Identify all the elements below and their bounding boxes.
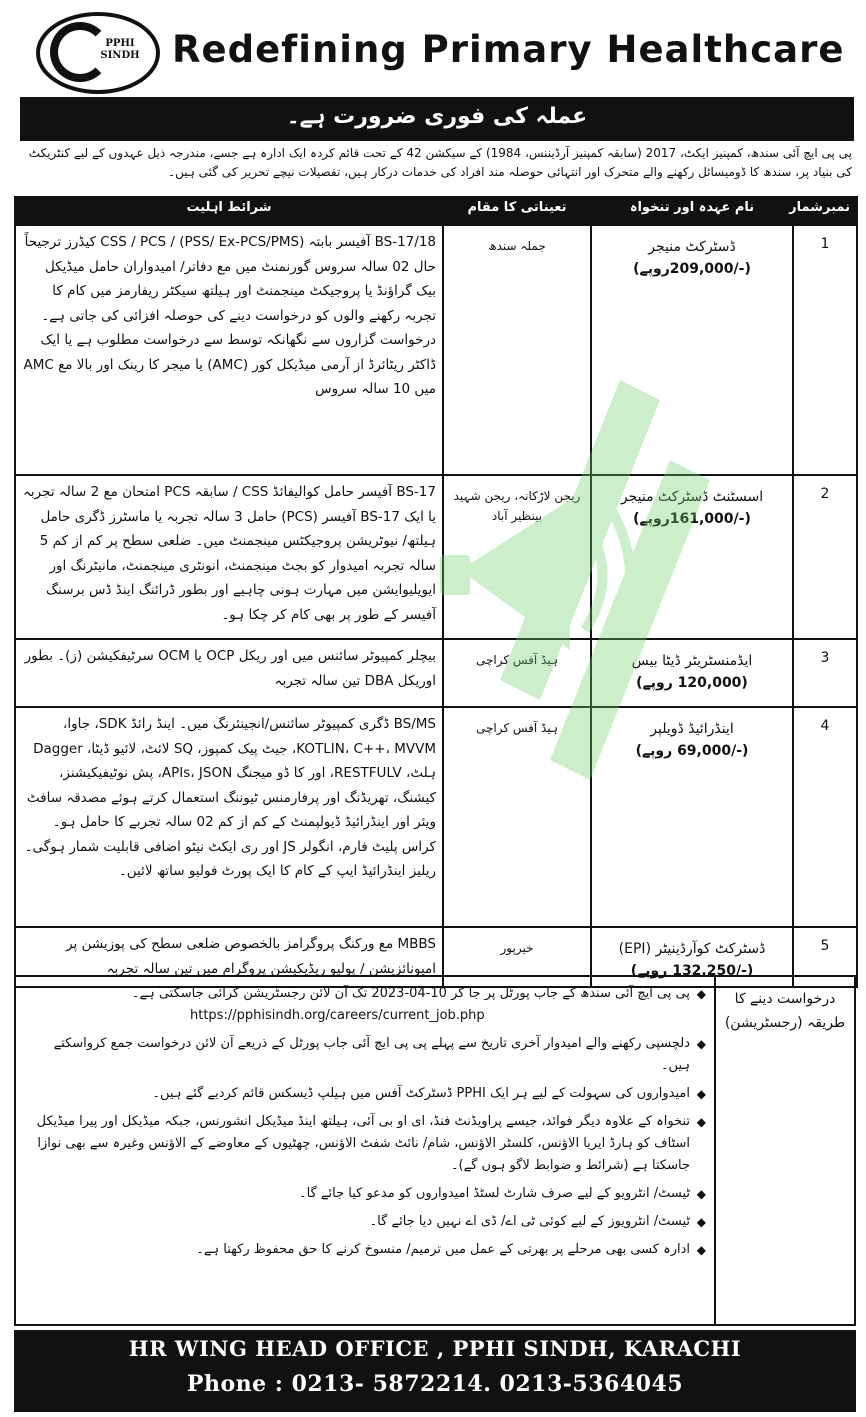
pphi-logo-icon — [36, 12, 160, 94]
post-title: اینڈرائیڈ ڈویلپر — [650, 721, 734, 737]
bullet-icon: ◆ — [696, 1215, 706, 1229]
eligibility-cell: BS/MS ڈگری کمپیوٹر سائنس/انجینئرنگ میں۔ اینڈ رائڈ SDK، جاوا، KOTLIN، C++، MVVM، جیٹ پیک کمپوز، SQ لائٹ، لائیو ڈیٹا، Dagger ہلٹ، RESTFULV، اور کا ڈو میجنگ APIs، JSON، پش نوٹیفیکیشنز، کیشنگ، تھریڈنگ اور پرفارمنس ٹیوننگ استعمال کرتے ہوئے مصدقہ سافٹ ویئر اور اینڈرائیڈ ڈیولپمنٹ کے کم از کم 02 سالہ تجربے کا حامل ہو۔ کراس پلیٹ فارم، انگولر JS اور ری ایکٹ نیٹو اضافی قابلیت شمار ہوگی۔ ریلیز اینڈرائیڈ ایپ کے کام کا ایک پورٹ فولیو ساتھ لائیں۔ — [15, 707, 443, 927]
post-title: ڈسٹرکٹ کوآرڈینیٹر (EPI) — [618, 941, 766, 957]
post-cell — [591, 225, 793, 475]
post-title: اسسٹنٹ ڈسٹرکٹ منیجر — [620, 489, 764, 505]
list-item-text: ٹیسٹ/ انٹرویو کے لیے صرف شارٹ لسٹڈ امیدواروں کو مدعو کیا جائے گا۔ — [298, 1186, 690, 1201]
header-eligibility: شرائط اہلیت — [15, 197, 443, 225]
post-cell — [591, 639, 793, 707]
table-row — [15, 225, 857, 475]
table-header-row — [15, 197, 857, 225]
serial-cell: 2 — [793, 475, 857, 639]
list-item-text: دلچسپی رکھنے والے امیدوار آخری تاریخ سے پہلے پی پی ایچ آئی جاب پورٹل کے ذریعے آن لائن درخواست جمع کرواسکتے ہیں۔ — [53, 1036, 690, 1073]
list-item — [30, 983, 706, 1027]
place-cell: ہیڈ آفس کراچی — [443, 639, 591, 707]
phone-numbers: Phone : 0213- 5872214. 0213-5364045 — [186, 1371, 684, 1397]
list-item-text: پی پی ایچ آئی سندھ کے جاب پورٹل پر جا کر 10-04-2023 تک آن لائن رجسٹریشن کرائی جاسکتی ہے۔ — [131, 986, 690, 1001]
list-item — [30, 1083, 706, 1105]
banner-title: عملہ کی فوری ضرورت ہے۔ — [286, 104, 588, 129]
list-item — [30, 1239, 706, 1261]
urgent-requirement-banner — [20, 97, 854, 141]
table-row — [15, 475, 857, 639]
post-title: ایڈمنسٹریٹر ڈیٹا بیس — [631, 653, 753, 669]
list-item-text: امیدواروں کی سہولت کے لیے ہر ایک PPHI ڈسٹرکٹ آفس میں ہیلپ ڈیسکس قائم کردیے گئے ہیں۔ — [152, 1086, 690, 1101]
serial-cell: 5 — [793, 927, 857, 987]
list-item-text: تنخواہ کے علاوہ دیگر فوائد، جیسے پراویڈنٹ فنڈ، ای او بی آئی، ہیلتھ اینڈ میڈیکل انشورنس، جبکہ میڈیکل اور پیرا میڈیکل اسٹاف کو ہارڈ ایریا الاؤنس، کلسٹر الاؤنس، شام/ نائٹ شفٹ الاؤنس، چھٹیوں کے معاوضے کے الاؤنس وغیرہ سے بھی نوازا جاسکتا ہے (شرائط و ضوابط لاگو ہوں گے)۔ — [36, 1114, 690, 1173]
intro-paragraph: پی پی ایچ آئی سندھ، کمپنیز ایکٹ، 2017 (سابقہ کمپنیز آرڈیننس، 1984) کے سیکشن 42 کے تحت قائم کردہ ایک ادارہ ہے جسے، مندرجہ ذیل عہدوں کے لیے کنٹریکٹ کی بنیاد پر، سندھ کا ڈومیسائل رکھنے والے متحرک اور انتہائی حوصلہ مند افراد کی خدمات درکار ہیں، تفصیلات نیچے تحریر کی گئی ہیں۔ — [28, 146, 852, 179]
post-salary: (120,000 روپے) — [636, 675, 748, 691]
bullet-icon: ◆ — [696, 1087, 706, 1101]
post-title: ڈسٹرکٹ منیجر — [648, 239, 736, 255]
list-item-text: ادارہ کسی بھی مرحلے پر بھرتی کے عمل میں ترمیم/ منسوخ کرنے کا حق محفوظ رکھتا ہے۔ — [196, 1242, 690, 1257]
post-salary: (-/69,000 روپے) — [635, 743, 749, 759]
post-salary: (-/161,000روپے) — [633, 511, 751, 527]
header-post: نام عہدہ اور تنخواہ — [591, 197, 793, 225]
bullet-icon: ◆ — [696, 1037, 706, 1051]
place-cell: ریجن لاڑکانہ، ریجن شہید بینظیر آباد — [443, 475, 591, 639]
header-serial: نمبرشمار — [793, 197, 857, 225]
eligibility-cell: BS-17 آفیسر حامل کوالیفائڈ CSS / سابقہ PCS امتحان مع 2 سالہ تجربہ یا ایک BS-17 آفیسر (PCS) حامل 3 سالہ تجربہ یا ماسٹرز ڈگری حامل ہیلتھ/ نیوٹریشن پروجیکٹس مینجمنٹ میں۔ ضلعی سطح پر کم از کم 5 سالہ تجربہ امیدوار کو بجٹ مینجمنٹ، انونٹری مینجمنٹ، مانیٹرنگ اور ایویلیوایشن میں مہارت ہونی چاہیے اور بطور ڈرائنگ اینڈ ڈس برسنگ آفیسر کے طور پر بھی کام کر چکا ہو۔ — [15, 475, 443, 639]
list-item — [30, 1211, 706, 1233]
careers-link[interactable]: https://pphisindh.org/careers/current_job.php — [190, 1008, 485, 1023]
header-place: تعیناتی کا مقام — [443, 197, 591, 225]
list-item — [30, 1183, 706, 1205]
eligibility-cell: MBBS مع ورکنگ پروگرامز بالخصوص ضلعی سطح کی پوزیشن پر امیونائزیشن / پولیو ریڈیکیشن پروگرام میں تین سالہ تجربہ — [15, 927, 443, 987]
office-address: HR WING HEAD OFFICE , PPHI SINDH, KARACHI — [128, 1336, 742, 1361]
tagline: Redefining Primary Healthcare — [172, 28, 845, 71]
footer-contact — [14, 1330, 856, 1412]
place-cell: ہیڈ آفس کراچی — [443, 707, 591, 927]
bullet-icon: ◆ — [696, 1187, 706, 1201]
table-row — [15, 639, 857, 707]
place-cell: جملہ سندھ — [443, 225, 591, 475]
list-item — [30, 1033, 706, 1077]
post-salary: (-/209,000روپے) — [633, 261, 751, 277]
post-salary: (-/132,250 روپے) — [630, 963, 754, 979]
application-heading: درخواست دینے کا طریقہ (رجسٹریشن) — [714, 977, 854, 1326]
place-cell: خیرپور — [443, 927, 591, 987]
serial-cell: 3 — [793, 639, 857, 707]
application-box — [14, 975, 856, 1326]
bullet-icon: ◆ — [696, 1115, 706, 1129]
post-cell — [591, 475, 793, 639]
bullet-icon: ◆ — [696, 987, 706, 1001]
list-item-text: ٹیسٹ/ انٹرویوز کے لیے کوئی ٹی اے/ ڈی اے نہیں دیا جائے گا۔ — [369, 1214, 690, 1229]
table-row — [15, 707, 857, 927]
serial-cell: 4 — [793, 707, 857, 927]
eligibility-cell: BS-17/18 آفیسر بابتہ CSS / PCS / (PSS/ Ex-PCS/PMS) کیڈرز ترجیحاً حال 02 سالہ سروس گورنمنٹ میں مع دفاتر/ امیدواران حامل میڈیکل بیک گراؤنڈ یا پروجیکٹ مینجمنٹ اور ہیلتھ سیکٹر ریفارمز میں کام کا تجربہ رکھنے والوں کو درخواست دینے کی حوصلہ افزائی کی جاتی ہے۔ درخواست گزاروں سے نگھانکہ توسط سے درخواست مطلوب ہے یا ایک ڈاکٹر ریٹائرڈ از آرمی میڈیکل کور (AMC) یا میجر کا رینک اور بالا مع AMC میں 10 سالہ سروس — [15, 225, 443, 475]
eligibility-cell: بیچلر کمپیوٹر سائنس میں اور ریکل OCP یا OCM سرٹیفکیشن (ز)۔ بطور اوریکل DBA تین سالہ تجربہ — [15, 639, 443, 707]
logo-text: PPHI SINDH — [100, 38, 140, 61]
serial-cell: 1 — [793, 225, 857, 475]
jobs-table — [14, 196, 858, 988]
bullet-icon: ◆ — [696, 1243, 706, 1257]
application-list — [30, 983, 706, 1267]
post-cell — [591, 707, 793, 927]
list-item — [30, 1111, 706, 1177]
